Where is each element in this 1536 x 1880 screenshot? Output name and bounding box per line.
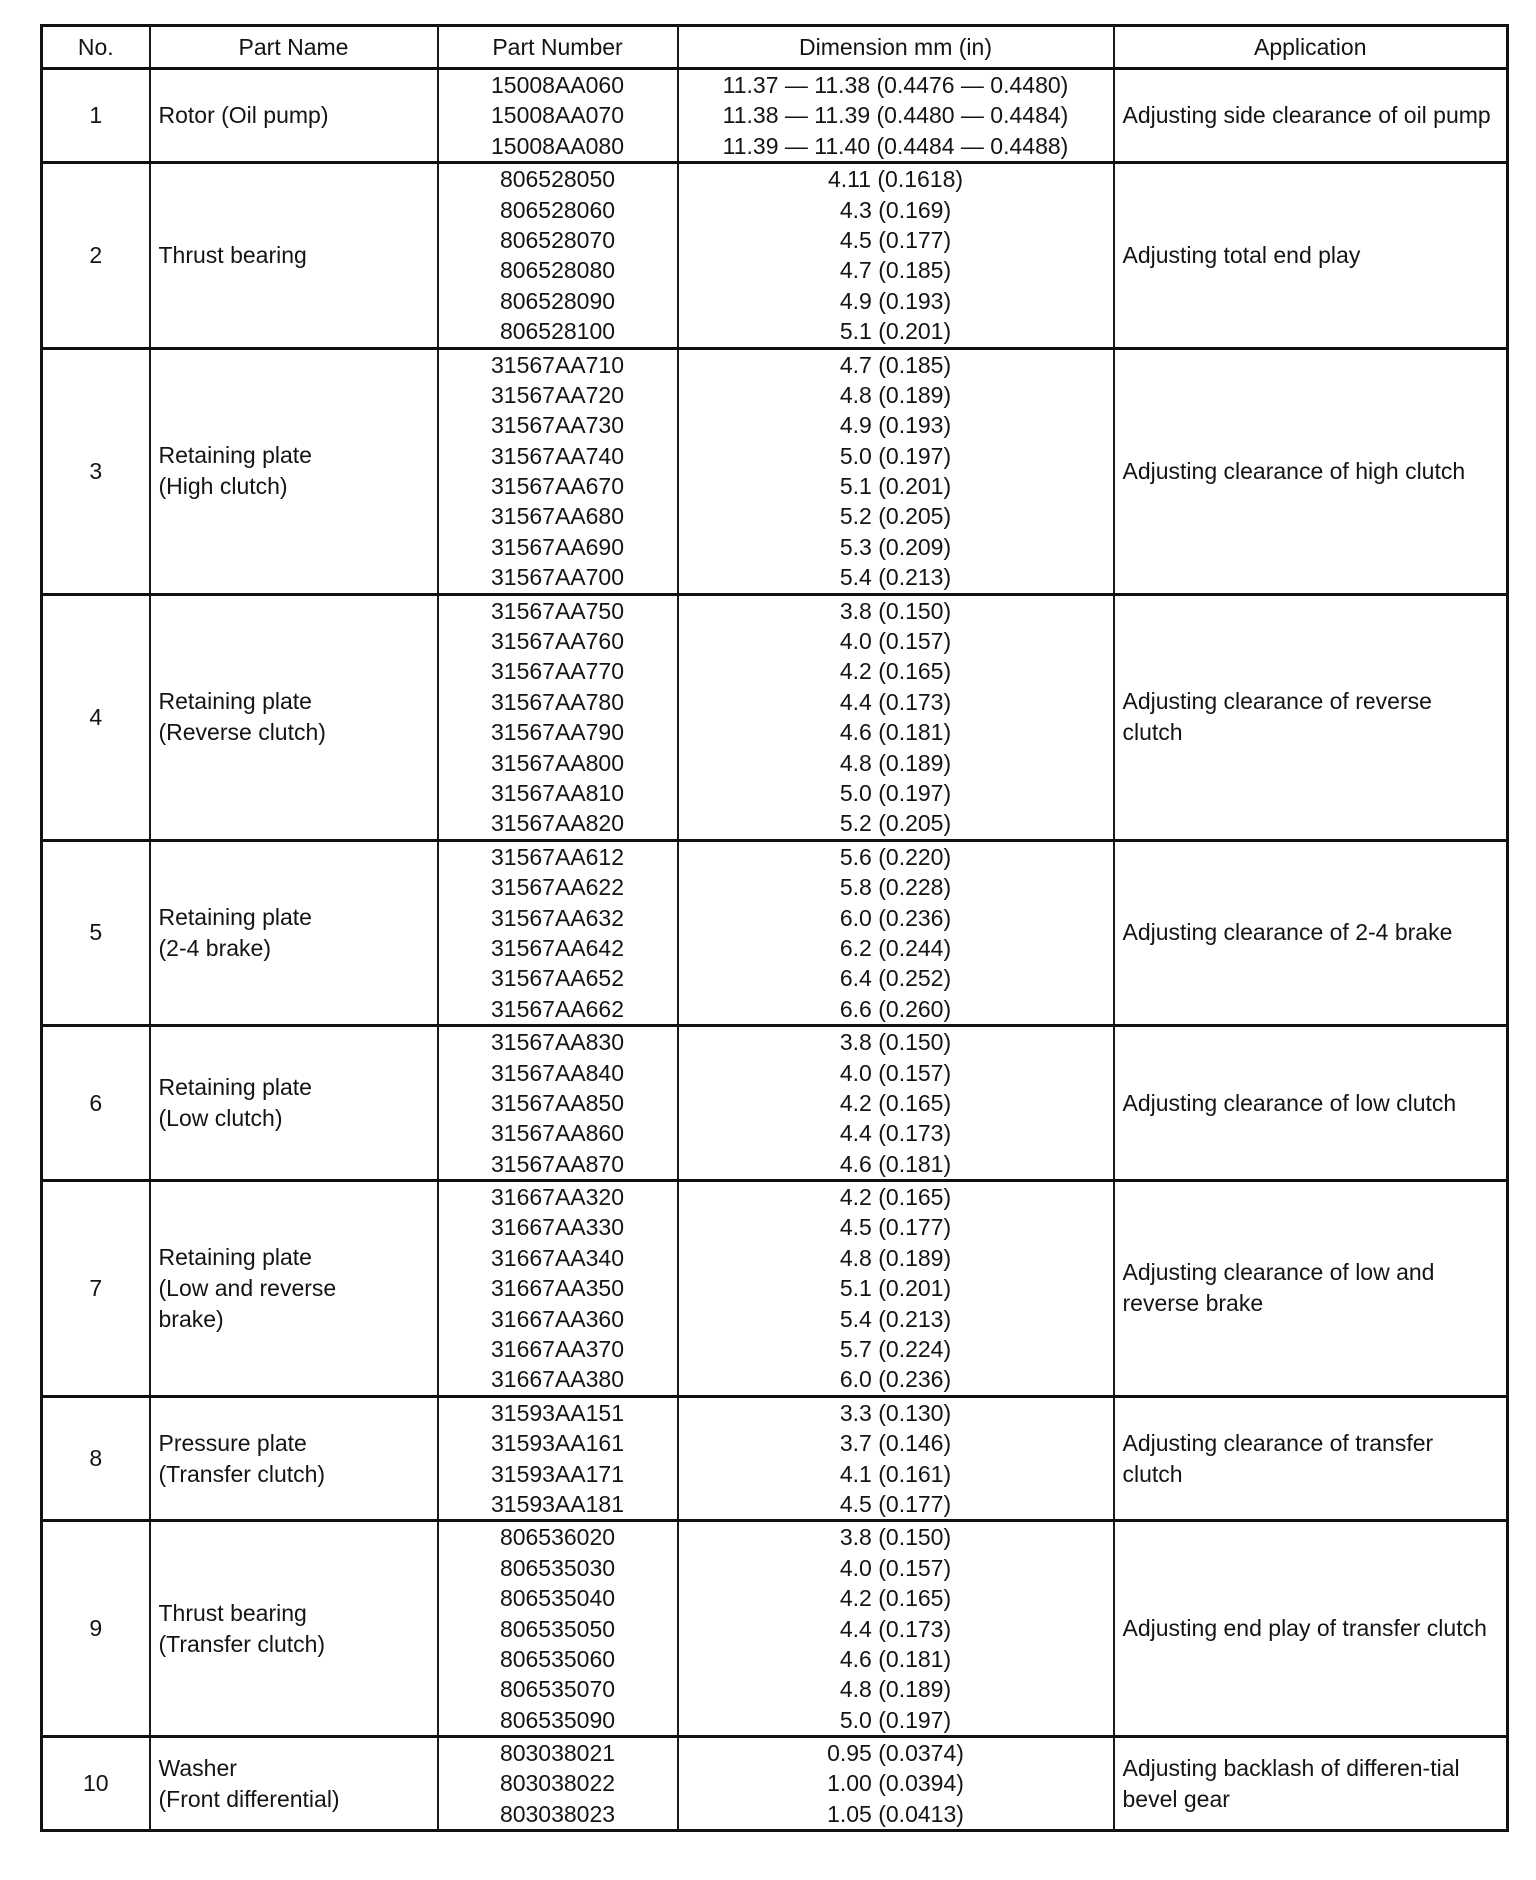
dimension-value: 4.2 (0.165) xyxy=(839,658,952,685)
dimension-value: 4.5 (0.177) xyxy=(839,226,952,253)
part-number: 31567AA790 xyxy=(490,719,624,746)
part-number: 31667AA320 xyxy=(490,1184,624,1211)
application-cell: Adjusting clearance of reverse clutch xyxy=(1114,594,1508,840)
part-number: 806536020 xyxy=(499,1524,616,1551)
dimension-value: 5.4 (0.213) xyxy=(839,1305,952,1332)
table-row xyxy=(42,840,1508,1025)
part-number: 806535060 xyxy=(499,1645,616,1672)
dimension-value: 11.37 — 11.38 (0.4476 — 0.4480) xyxy=(722,72,1069,98)
part-name-line: Washer xyxy=(158,1754,237,1781)
part-name-line: (Transfer clutch) xyxy=(158,1630,326,1657)
dimension-value: 11.39 — 11.40 (0.4484 — 0.4488) xyxy=(722,132,1069,159)
part-number: 806528070 xyxy=(499,226,616,253)
part-number: 31567AA780 xyxy=(490,688,624,715)
table-body xyxy=(42,69,1508,1831)
application-cell: Adjusting clearance of 2-4 brake xyxy=(1114,840,1508,1025)
table-row xyxy=(42,1521,1508,1737)
dimension-value: 11.38 — 11.39 (0.4480 — 0.4484) xyxy=(722,102,1069,129)
application-cell: Adjusting clearance of transfer clutch xyxy=(1114,1396,1508,1521)
item-number: 3 xyxy=(42,348,150,594)
part-number-cell xyxy=(438,69,678,163)
part-name-line: (2-4 brake) xyxy=(158,934,271,961)
part-number: 31567AA700 xyxy=(490,564,624,591)
part-number: 31567AA680 xyxy=(490,503,624,530)
part-name-line: (Front differential) xyxy=(158,1785,340,1812)
part-number: 806535040 xyxy=(499,1585,616,1612)
part-number: 806535030 xyxy=(499,1554,616,1581)
part-name-line: Retaining plate xyxy=(158,1074,312,1101)
dimension-value: 4.7 (0.185) xyxy=(839,257,952,284)
application-cell: Adjusting backlash of differen-tial bevel gear xyxy=(1114,1737,1508,1831)
adjusting-parts-table xyxy=(40,24,1509,1832)
part-number: 31567AA622 xyxy=(490,874,624,901)
part-name-cell xyxy=(150,594,438,840)
dimension-value: 4.0 (0.157) xyxy=(839,628,952,655)
part-name-cell xyxy=(150,163,438,348)
dimension-cell xyxy=(678,1181,1114,1397)
part-number: 31667AA340 xyxy=(490,1244,624,1271)
table-row xyxy=(42,1026,1508,1181)
dimension-value: 4.6 (0.181) xyxy=(839,1150,952,1177)
part-name-line: (Low and reverse xyxy=(158,1274,337,1301)
dimension-value: 5.3 (0.209) xyxy=(839,533,952,560)
dimension-value: 5.4 (0.213) xyxy=(839,564,952,591)
part-number: 31667AA370 xyxy=(490,1336,624,1363)
part-number: 31567AA820 xyxy=(490,810,624,837)
part-number: 806528060 xyxy=(499,196,616,223)
part-number: 31667AA380 xyxy=(490,1366,624,1393)
part-number: 806528050 xyxy=(499,166,616,193)
header-dimension: Dimension mm (in) xyxy=(678,26,1114,69)
part-number: 31567AA770 xyxy=(490,658,624,685)
part-number: 31567AA740 xyxy=(490,442,624,469)
part-number: 15008AA070 xyxy=(490,102,624,129)
dimension-cell xyxy=(678,1521,1114,1737)
dimension-value: 4.6 (0.181) xyxy=(839,719,952,746)
dimension-value: 5.2 (0.205) xyxy=(839,503,952,530)
dimension-value: 4.8 (0.189) xyxy=(839,1676,952,1703)
part-name-cell xyxy=(150,1396,438,1521)
part-number: 31593AA171 xyxy=(490,1460,624,1487)
dimension-value: 5.7 (0.224) xyxy=(839,1336,952,1363)
part-number: 31567AA670 xyxy=(490,473,624,500)
part-name-cell xyxy=(150,1521,438,1737)
dimension-value: 5.8 (0.228) xyxy=(839,874,952,901)
part-number: 15008AA060 xyxy=(490,72,624,98)
part-number: 31567AA860 xyxy=(490,1120,624,1147)
table-row xyxy=(42,348,1508,594)
part-number: 31567AA810 xyxy=(490,779,624,806)
part-name-line: (Low clutch) xyxy=(158,1105,283,1132)
dimension-value: 6.4 (0.252) xyxy=(839,965,952,992)
part-number-cell xyxy=(438,1181,678,1397)
dimension-value: 4.9 (0.193) xyxy=(839,287,952,314)
dimension-value: 4.11 (0.1618) xyxy=(827,166,964,193)
dimension-value: 5.2 (0.205) xyxy=(839,810,952,837)
header-part-number: Part Number xyxy=(438,26,678,69)
dimension-value: 6.6 (0.260) xyxy=(839,995,952,1022)
part-name-cell xyxy=(150,1737,438,1831)
header-no: No. xyxy=(42,26,150,69)
part-name-line: Thrust bearing xyxy=(158,241,307,268)
dimension-value: 4.0 (0.157) xyxy=(839,1059,952,1086)
item-number: 9 xyxy=(42,1521,150,1737)
table-row xyxy=(42,1737,1508,1831)
item-number: 5 xyxy=(42,840,150,1025)
application-cell: Adjusting end play of transfer clutch xyxy=(1114,1521,1508,1737)
part-number: 31567AA662 xyxy=(490,995,624,1022)
dimension-value: 4.8 (0.189) xyxy=(839,1244,952,1271)
dimension-value: 3.7 (0.146) xyxy=(839,1430,952,1457)
dimension-value: 4.2 (0.165) xyxy=(839,1184,952,1211)
table-row xyxy=(42,1396,1508,1521)
part-name-cell xyxy=(150,348,438,594)
part-number: 803038022 xyxy=(499,1770,616,1797)
part-name-line: brake) xyxy=(158,1305,224,1332)
part-number: 31567AA642 xyxy=(490,934,624,961)
header-application: Application xyxy=(1114,26,1508,69)
table-row xyxy=(42,1181,1508,1397)
dimension-value: 4.4 (0.173) xyxy=(839,1120,952,1147)
part-number-cell xyxy=(438,594,678,840)
part-number-cell xyxy=(438,840,678,1025)
part-name-line: Pressure plate xyxy=(158,1429,307,1456)
dimension-cell xyxy=(678,163,1114,348)
dimension-value: 5.6 (0.220) xyxy=(839,843,952,870)
part-number-cell xyxy=(438,1737,678,1831)
part-number: 31567AA760 xyxy=(490,628,624,655)
dimension-value: 5.1 (0.201) xyxy=(839,318,952,345)
item-number: 8 xyxy=(42,1396,150,1521)
part-name-cell xyxy=(150,69,438,163)
application-cell: Adjusting total end play xyxy=(1114,163,1508,348)
part-name-line: (Transfer clutch) xyxy=(158,1460,326,1487)
part-number: 31667AA330 xyxy=(490,1214,624,1241)
part-number: 31593AA151 xyxy=(490,1399,624,1426)
part-number: 31667AA350 xyxy=(490,1275,624,1302)
dimension-value: 3.8 (0.150) xyxy=(839,597,952,624)
dimension-value: 5.1 (0.201) xyxy=(839,473,952,500)
part-name-line: Retaining plate xyxy=(158,1243,312,1270)
part-number: 31567AA750 xyxy=(490,597,624,624)
dimension-value: 4.9 (0.193) xyxy=(839,412,952,439)
part-number: 31567AA612 xyxy=(490,843,624,870)
dimension-value: 1.00 (0.0394) xyxy=(827,1770,964,1797)
part-number: 806528100 xyxy=(499,318,616,345)
item-number: 10 xyxy=(42,1737,150,1831)
part-number: 803038021 xyxy=(499,1740,616,1767)
dimension-value: 4.2 (0.165) xyxy=(839,1089,952,1116)
dimension-value: 5.0 (0.197) xyxy=(839,442,952,469)
part-number: 31567AA730 xyxy=(490,412,624,439)
dimension-cell xyxy=(678,1737,1114,1831)
dimension-value: 6.2 (0.244) xyxy=(839,934,952,961)
dimension-value: 0.95 (0.0374) xyxy=(827,1740,964,1767)
part-name-line: (High clutch) xyxy=(158,473,288,500)
application-cell: Adjusting clearance of low and reverse brake xyxy=(1114,1181,1508,1397)
dimension-value: 4.1 (0.161) xyxy=(839,1460,952,1487)
part-number-cell xyxy=(438,1026,678,1181)
dimension-value: 4.4 (0.173) xyxy=(839,688,952,715)
part-number: 31567AA632 xyxy=(490,904,624,931)
dimension-value: 4.8 (0.189) xyxy=(839,749,952,776)
part-name-line: Rotor (Oil pump) xyxy=(158,102,329,129)
dimension-cell xyxy=(678,69,1114,163)
part-number: 803038023 xyxy=(499,1800,616,1827)
part-name-line: (Reverse clutch) xyxy=(158,719,326,746)
dimension-cell xyxy=(678,1396,1114,1521)
dimension-value: 4.2 (0.165) xyxy=(839,1585,952,1612)
part-number: 31567AA830 xyxy=(490,1029,624,1056)
dimension-value: 4.4 (0.173) xyxy=(839,1615,952,1642)
dimension-value: 4.5 (0.177) xyxy=(839,1490,952,1517)
dimension-cell xyxy=(678,840,1114,1025)
dimension-value: 6.0 (0.236) xyxy=(839,904,952,931)
part-number: 31667AA360 xyxy=(490,1305,624,1332)
part-number: 31593AA161 xyxy=(490,1430,624,1457)
dimension-cell xyxy=(678,348,1114,594)
dimension-value: 4.6 (0.181) xyxy=(839,1645,952,1672)
part-number-cell xyxy=(438,1396,678,1521)
dimension-value: 3.3 (0.130) xyxy=(839,1399,952,1426)
table-row xyxy=(42,594,1508,840)
part-name-cell xyxy=(150,840,438,1025)
part-number: 31567AA840 xyxy=(490,1059,624,1086)
dimension-value: 4.3 (0.169) xyxy=(839,196,952,223)
dimension-value: 6.0 (0.236) xyxy=(839,1366,952,1393)
dimension-value: 4.0 (0.157) xyxy=(839,1554,952,1581)
part-name-line: Thrust bearing xyxy=(158,1599,307,1626)
part-name-line: Retaining plate xyxy=(158,442,312,469)
dimension-cell xyxy=(678,594,1114,840)
part-number: 31593AA181 xyxy=(490,1490,624,1517)
part-number: 806535050 xyxy=(499,1615,616,1642)
part-number-cell xyxy=(438,348,678,594)
part-number: 806535070 xyxy=(499,1676,616,1703)
dimension-value: 4.5 (0.177) xyxy=(839,1214,952,1241)
application-cell: Adjusting side clearance of oil pump xyxy=(1114,69,1508,163)
dimension-value: 3.8 (0.150) xyxy=(839,1029,952,1056)
dimension-value: 4.8 (0.189) xyxy=(839,381,952,408)
part-number: 31567AA870 xyxy=(490,1150,624,1177)
part-number: 31567AA652 xyxy=(490,965,624,992)
dimension-value: 5.0 (0.197) xyxy=(839,1706,952,1733)
item-number: 1 xyxy=(42,69,150,163)
part-number: 806528090 xyxy=(499,287,616,314)
part-number: 31567AA850 xyxy=(490,1089,624,1116)
item-number: 6 xyxy=(42,1026,150,1181)
dimension-value: 1.05 (0.0413) xyxy=(827,1800,964,1827)
part-number: 806528080 xyxy=(499,257,616,284)
part-number: 31567AA690 xyxy=(490,533,624,560)
part-name-line: Retaining plate xyxy=(158,688,312,715)
part-number-cell xyxy=(438,1521,678,1737)
dimension-value: 3.8 (0.150) xyxy=(839,1524,952,1551)
parts-table-sheet xyxy=(40,24,1506,1832)
part-number: 31567AA710 xyxy=(490,351,624,378)
part-number: 31567AA800 xyxy=(490,749,624,776)
header-part-name: Part Name xyxy=(150,26,438,69)
part-number-cell xyxy=(438,163,678,348)
part-number: 31567AA720 xyxy=(490,381,624,408)
table-row xyxy=(42,69,1508,163)
part-number: 15008AA080 xyxy=(490,132,624,159)
item-number: 7 xyxy=(42,1181,150,1397)
part-name-line: Retaining plate xyxy=(158,903,312,930)
application-cell: Adjusting clearance of high clutch xyxy=(1114,348,1508,594)
table-row xyxy=(42,163,1508,348)
part-number: 806535090 xyxy=(499,1706,616,1733)
item-number: 2 xyxy=(42,163,150,348)
dimension-value: 5.0 (0.197) xyxy=(839,779,952,806)
header-row xyxy=(42,26,1508,69)
part-name-cell xyxy=(150,1026,438,1181)
dimension-cell xyxy=(678,1026,1114,1181)
part-name-cell xyxy=(150,1181,438,1397)
dimension-value: 4.7 (0.185) xyxy=(839,351,952,378)
item-number: 4 xyxy=(42,594,150,840)
dimension-value: 5.1 (0.201) xyxy=(839,1275,952,1302)
application-cell: Adjusting clearance of low clutch xyxy=(1114,1026,1508,1181)
